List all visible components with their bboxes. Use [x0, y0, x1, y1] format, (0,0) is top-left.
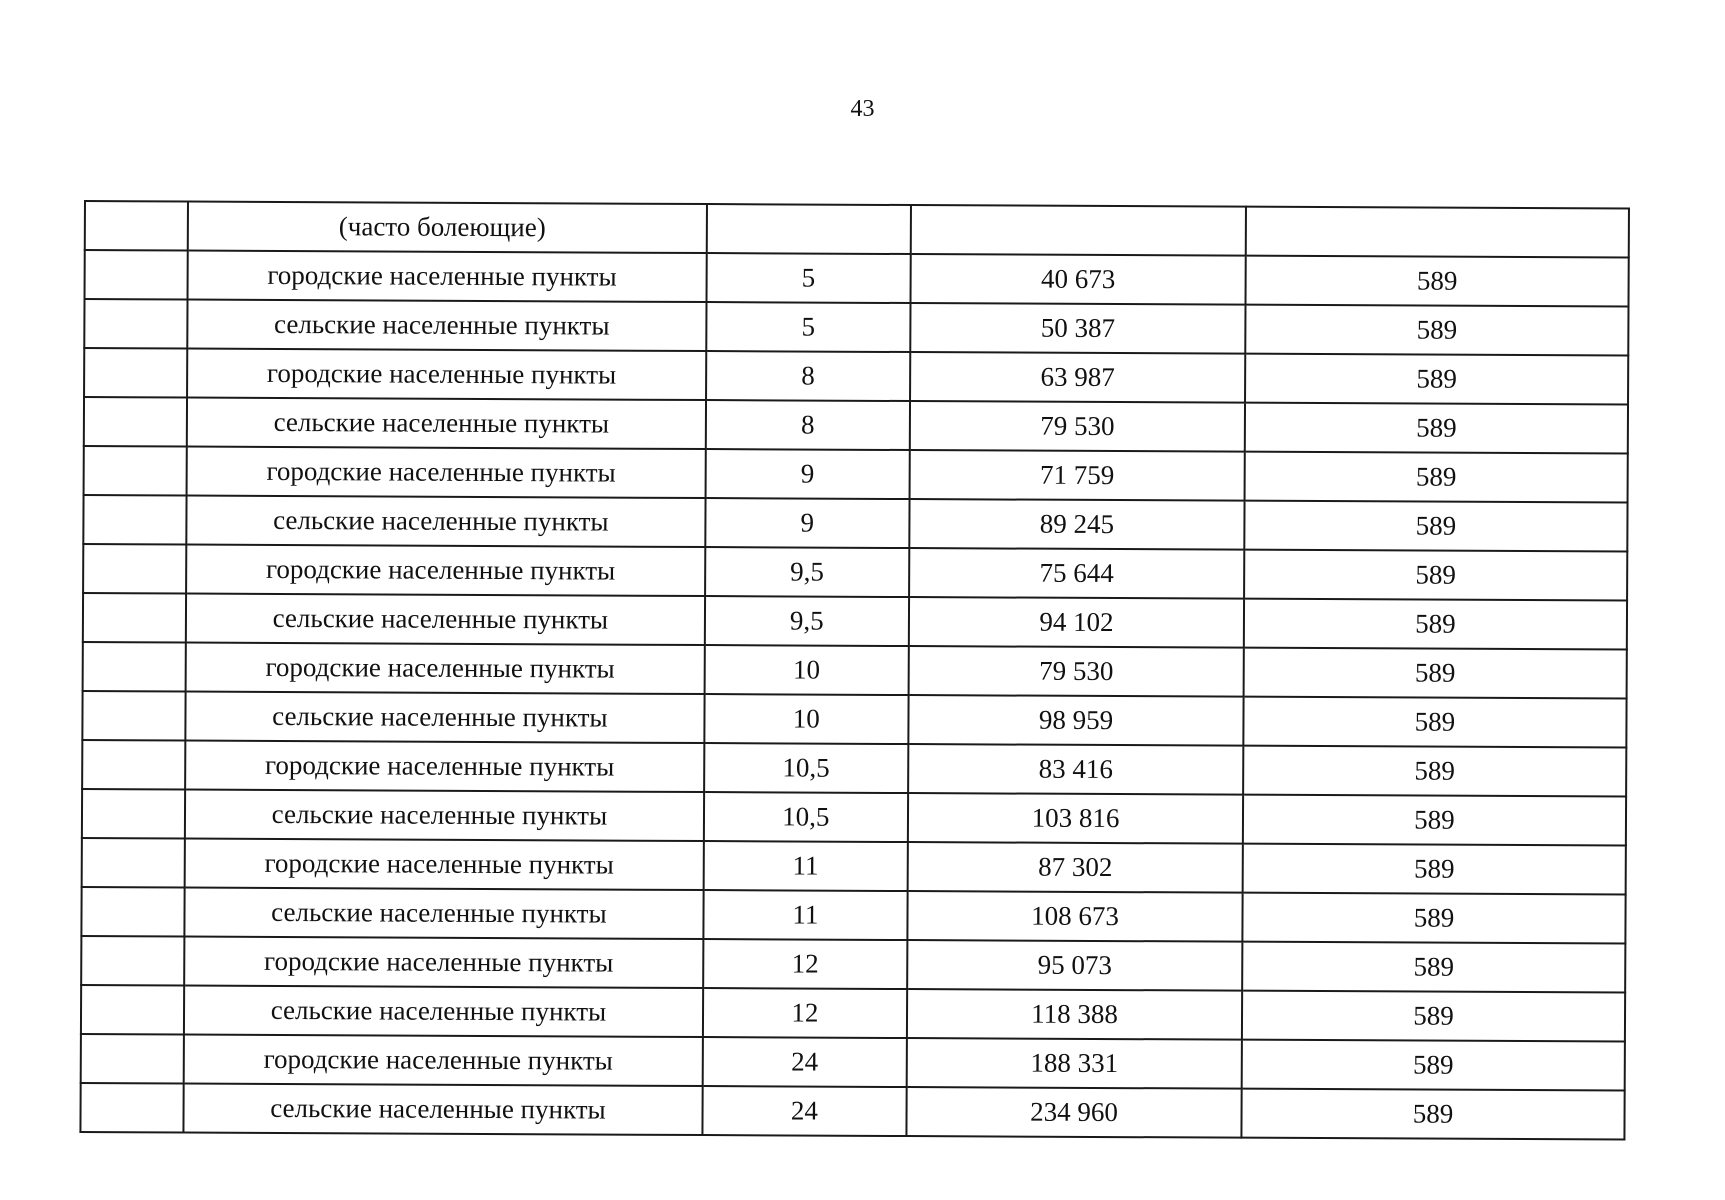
- table-row: [84, 446, 1628, 503]
- settlement-type-cell: городские населенные пункты: [186, 545, 705, 597]
- table-row: [83, 544, 1627, 601]
- count-cell: 9,5: [704, 596, 909, 646]
- count-cell: 10: [704, 645, 909, 695]
- row-number-cell: [81, 985, 185, 1035]
- table-row: [81, 936, 1625, 993]
- rate-cell: 589: [1244, 550, 1627, 601]
- count-cell: 11: [703, 841, 908, 891]
- row-number-cell: [84, 446, 188, 496]
- rate-cell: 589: [1241, 1089, 1624, 1140]
- table-row: [82, 789, 1626, 846]
- table-row: [82, 838, 1626, 895]
- settlement-type-cell: городские населенные пункты: [185, 741, 704, 793]
- amount-cell: 79 530: [910, 401, 1245, 452]
- count-cell: 11: [703, 890, 908, 940]
- amount-cell: 95 073: [907, 940, 1242, 991]
- row-number-cell: [81, 1034, 185, 1084]
- settlement-type-cell: сельские населенные пункты: [184, 1083, 703, 1135]
- settlement-type-cell: городские населенные пункты: [187, 349, 706, 401]
- rate-cell: 589: [1242, 1040, 1625, 1091]
- rate-cell: 589: [1245, 305, 1628, 356]
- settlement-type-cell: городские населенные пункты: [184, 937, 703, 989]
- amount-cell: 71 759: [910, 450, 1245, 501]
- rate-cell: [1246, 207, 1629, 258]
- rate-cell: 589: [1245, 403, 1628, 454]
- settlement-type-cell: сельские населенные пункты: [187, 398, 706, 450]
- settlement-type-cell: сельские населенные пункты: [185, 888, 704, 940]
- row-number-cell: [82, 838, 186, 888]
- count-cell: 10,5: [704, 743, 909, 793]
- amount-cell: 50 387: [910, 303, 1245, 354]
- rate-cell: 589: [1245, 452, 1628, 503]
- count-cell: 5: [706, 302, 911, 352]
- settlement-type-cell: сельские населенные пункты: [185, 790, 704, 842]
- settlement-type-cell: городские населенные пункты: [188, 251, 707, 303]
- amount-cell: 83 416: [908, 744, 1243, 795]
- count-cell: [706, 204, 911, 254]
- amount-cell: 108 673: [908, 891, 1243, 942]
- count-cell: 24: [702, 1086, 907, 1136]
- amount-cell: 87 302: [908, 842, 1243, 893]
- row-number-cell: [81, 936, 185, 986]
- count-cell: 5: [706, 253, 911, 303]
- table-row: [83, 593, 1627, 650]
- rate-cell: 589: [1243, 844, 1626, 895]
- rate-cell: 589: [1244, 599, 1627, 650]
- table-row-header: [85, 201, 1629, 258]
- table-row: [82, 691, 1626, 748]
- amount-cell: 40 673: [911, 254, 1246, 305]
- count-cell: 24: [702, 1037, 907, 1087]
- row-number-cell: [83, 642, 187, 692]
- table-row: [84, 299, 1628, 356]
- amount-cell: [911, 205, 1246, 256]
- count-cell: 10: [704, 694, 909, 744]
- amount-cell: 98 959: [908, 695, 1243, 746]
- amount-cell: 234 960: [907, 1087, 1242, 1138]
- amount-cell: 79 530: [909, 646, 1244, 697]
- count-cell: 8: [705, 400, 910, 450]
- settlement-type-cell: сельские населенные пункты: [187, 496, 706, 548]
- settlement-type-cell: (часто болеющие): [188, 202, 707, 254]
- row-number-cell: [84, 397, 188, 447]
- table-row: [84, 348, 1628, 405]
- row-number-cell: [80, 1083, 184, 1133]
- settlement-type-cell: городские населенные пункты: [187, 447, 706, 499]
- table-row: [81, 1034, 1625, 1091]
- table-row: [85, 250, 1629, 307]
- row-number-cell: [84, 299, 188, 349]
- count-cell: 10,5: [703, 792, 908, 842]
- table-row: [81, 887, 1625, 944]
- settlement-type-cell: городские населенные пункты: [186, 643, 705, 695]
- amount-cell: 118 388: [907, 989, 1242, 1040]
- row-number-cell: [85, 201, 189, 251]
- rate-cell: 589: [1243, 697, 1626, 748]
- count-cell: 9,5: [705, 547, 910, 597]
- settlement-type-cell: сельские населенные пункты: [186, 594, 705, 646]
- table-row: [84, 397, 1628, 454]
- rate-cell: 589: [1245, 354, 1628, 405]
- tariff-table: [79, 200, 1630, 1141]
- amount-cell: 94 102: [909, 597, 1244, 648]
- count-cell: 9: [705, 498, 910, 548]
- amount-cell: 103 816: [908, 793, 1243, 844]
- row-number-cell: [84, 348, 188, 398]
- row-number-cell: [82, 691, 186, 741]
- count-cell: 9: [705, 449, 910, 499]
- settlement-type-cell: городские населенные пункты: [185, 839, 704, 891]
- row-number-cell: [83, 544, 187, 594]
- page-number: 43: [850, 96, 875, 122]
- settlement-type-cell: сельские населенные пункты: [186, 692, 705, 744]
- rate-cell: 589: [1243, 795, 1626, 846]
- row-number-cell: [82, 789, 186, 839]
- rate-cell: 589: [1242, 942, 1625, 993]
- amount-cell: 188 331: [907, 1038, 1242, 1089]
- rate-cell: 589: [1244, 648, 1627, 699]
- row-number-cell: [85, 250, 189, 300]
- count-cell: 12: [703, 988, 908, 1038]
- row-number-cell: [83, 593, 187, 643]
- amount-cell: 75 644: [909, 548, 1244, 599]
- settlement-type-cell: сельские населенные пункты: [184, 986, 703, 1038]
- row-number-cell: [83, 495, 187, 545]
- count-cell: 12: [703, 939, 908, 989]
- amount-cell: 89 245: [909, 499, 1244, 550]
- table-row: [80, 1083, 1624, 1140]
- amount-cell: 63 987: [910, 352, 1245, 403]
- rate-cell: 589: [1242, 991, 1625, 1042]
- row-number-cell: [82, 740, 186, 790]
- rate-cell: 589: [1244, 501, 1627, 552]
- table-row: [82, 740, 1626, 797]
- rate-cell: 589: [1242, 893, 1625, 944]
- rate-cell: 589: [1245, 256, 1628, 307]
- table-row: [83, 495, 1627, 552]
- settlement-type-cell: городские населенные пункты: [184, 1034, 703, 1086]
- rate-cell: 589: [1243, 746, 1626, 797]
- row-number-cell: [81, 887, 185, 937]
- table-row: [81, 985, 1625, 1042]
- table-row: [83, 642, 1627, 699]
- count-cell: 8: [706, 351, 911, 401]
- settlement-type-cell: сельские населенные пункты: [188, 300, 707, 352]
